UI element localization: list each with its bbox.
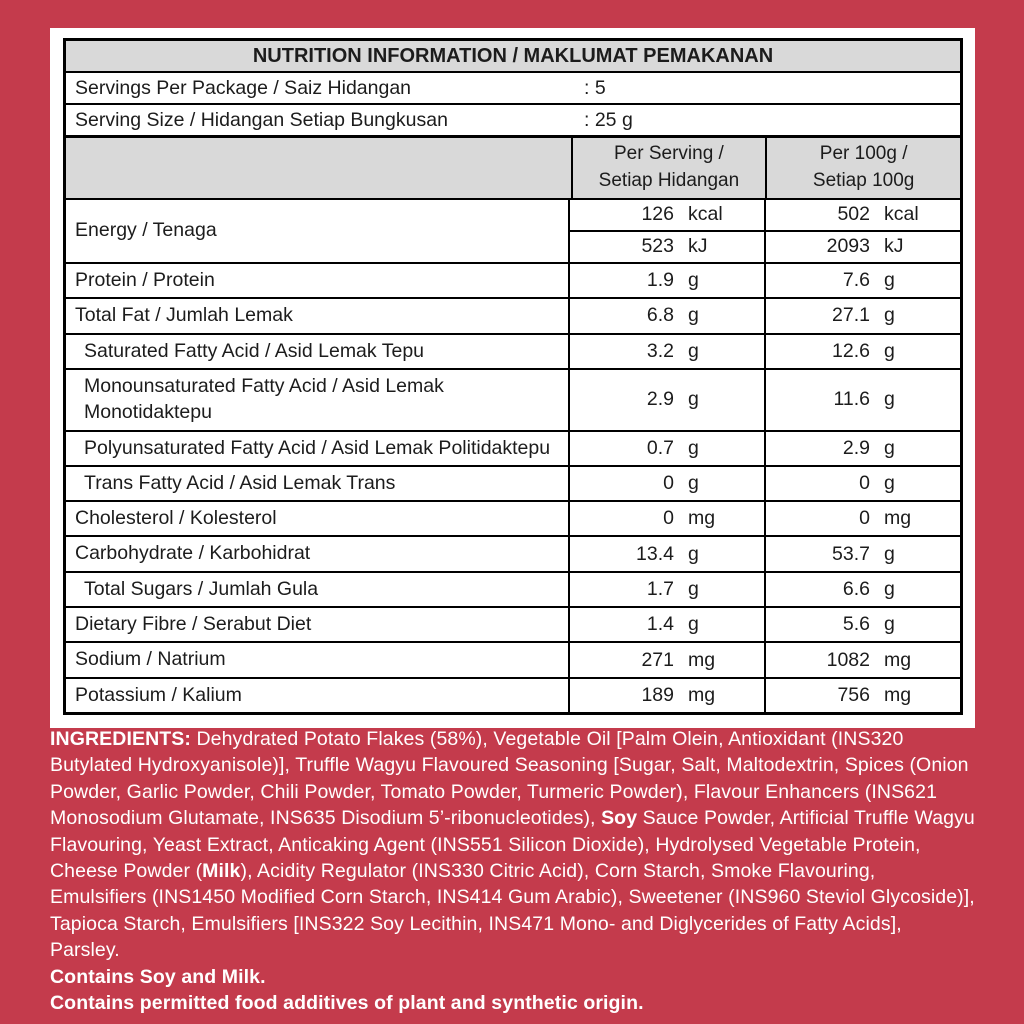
value-number: 2.9 <box>646 388 674 411</box>
nutrient-row <box>66 535 960 570</box>
nutrient-label: Total Sugars / Jumlah Gula <box>84 577 319 600</box>
value-number: 27.1 <box>832 304 870 327</box>
per-100g-header-line1: Per 100g / <box>819 143 908 164</box>
ingredients-bold-segment: INGREDIENTS: <box>50 728 191 750</box>
value-unit: g <box>884 388 895 411</box>
value-line <box>568 537 960 570</box>
value-number: 0 <box>663 471 674 494</box>
per-serving-value <box>568 299 764 332</box>
value-number: 12.6 <box>832 339 870 362</box>
serving-size-value: : 25 g <box>584 108 633 131</box>
nutrient-label: Energy / Tenaga <box>75 219 217 242</box>
per-100g-value <box>764 573 960 606</box>
nutrient-label: Carbohydrate / Karbohidrat <box>75 542 311 565</box>
value-line <box>568 679 960 712</box>
per-100g-value <box>764 537 960 570</box>
value-number: 0 <box>859 507 870 530</box>
per-100g-value <box>764 432 960 465</box>
value-number: 502 <box>837 203 870 226</box>
per-100g-value <box>764 502 960 535</box>
nutrient-row <box>66 641 960 676</box>
nutrient-label: Saturated Fatty Acid / Asid Lemak Tepu <box>84 339 425 362</box>
per-serving-value <box>568 643 764 676</box>
per-serving-value <box>568 264 764 297</box>
serving-size-label: Serving Size / Hidangan Setiap Bungkusan <box>75 108 448 131</box>
value-unit: kcal <box>884 203 919 226</box>
value-line <box>568 502 960 535</box>
value-line <box>568 200 960 230</box>
value-number: 5.6 <box>842 613 870 636</box>
value-number: 53.7 <box>832 542 870 565</box>
ingredients-segment: ), Acidity Regulator (INS330 Citric Acid), Corn Starch, Smoke Flavouring, Emulsifiers (INS1450 Modified Corn Starch, INS414 Gum Arabic), Sweetener (INS960 Steviol Glycoside)], Tapioca Starch, Emulsifiers [INS322 Soy Lecithin, INS471 Mono- and Diglycerides of Fatty Acids], Parsley. <box>50 860 975 962</box>
nutrient-values <box>568 573 960 606</box>
ingredients-segment: Dehydrated Potato Flakes (58%), Vegetable Oil [Palm Olein, Antioxidant (INS320 Butylated Hydroxyanisole)], Truffle Wagyu Flavoured Seasoning [Sugar, Salt, Maltodextrin, Spices (Onion Powder, Garlic Powder, Chili Powder, Tomato Powder, Turmeric Powder), Flavour Enhancers (INS621 Monosodium Glutamate, INS635 Disodium 5’-ribonucleotides), <box>50 728 969 830</box>
value-line <box>568 264 960 297</box>
nutrient-row <box>66 500 960 535</box>
value-unit: g <box>688 471 699 494</box>
value-number: 0.7 <box>646 436 674 459</box>
value-number: 271 <box>641 648 674 671</box>
value-unit: mg <box>884 507 912 530</box>
value-unit: mg <box>688 648 716 671</box>
per-100g-value <box>764 643 960 676</box>
per-100g-value <box>764 264 960 297</box>
value-number: 1.7 <box>646 577 674 600</box>
nutrient-row <box>66 677 960 712</box>
nutrient-values <box>568 643 960 676</box>
value-unit: g <box>688 388 699 411</box>
value-number: 523 <box>641 235 674 258</box>
per-serving-value <box>568 370 764 430</box>
value-unit: g <box>688 613 699 636</box>
value-line <box>568 299 960 332</box>
per-100g-value <box>764 232 960 262</box>
nutrient-values <box>568 608 960 641</box>
value-unit: g <box>884 542 895 565</box>
nutrient-label: Polyunsaturated Fatty Acid / Asid Lemak Politidaktepu <box>84 436 551 459</box>
serving-size-row <box>66 103 960 135</box>
value-unit: mg <box>688 683 716 706</box>
per-serving-value <box>568 679 764 712</box>
value-number: 1082 <box>826 648 870 671</box>
nutrient-row <box>66 430 960 465</box>
nutrient-label: Protein / Protein <box>75 268 215 291</box>
value-line <box>568 432 960 465</box>
value-unit: g <box>884 613 895 636</box>
value-unit: mg <box>884 648 912 671</box>
nutrient-label: Potassium / Kalium <box>75 683 242 706</box>
value-line <box>568 467 960 500</box>
per-serving-header-line1: Per Serving / <box>614 143 724 164</box>
value-number: 2.9 <box>842 436 870 459</box>
value-number: 13.4 <box>636 542 674 565</box>
nutrient-values <box>568 335 960 368</box>
per-serving-value <box>568 537 764 570</box>
nutrient-values <box>568 432 960 465</box>
ingredients-bold-segment: Milk <box>202 860 241 883</box>
value-unit: g <box>688 339 699 362</box>
value-line <box>568 335 960 368</box>
value-line <box>568 643 960 676</box>
value-unit: g <box>884 577 895 600</box>
per-serving-value <box>568 573 764 606</box>
value-unit: mg <box>688 507 716 530</box>
nutrient-label: Cholesterol / Kolesterol <box>75 507 277 530</box>
nutrient-values <box>568 679 960 712</box>
per-serving-column-header <box>571 138 766 198</box>
value-number: 1.9 <box>646 269 674 292</box>
per-serving-value <box>568 432 764 465</box>
nutrient-values <box>568 200 960 262</box>
value-line <box>568 573 960 606</box>
per-100g-value <box>764 370 960 430</box>
per-100g-value <box>764 335 960 368</box>
value-number: 1.4 <box>646 613 674 636</box>
per-100g-value <box>764 467 960 500</box>
servings-per-package-value: : 5 <box>584 76 606 99</box>
ingredients-segment: Sauce Powder, Artificial Truffle Wagyu Flavouring, Yeast Extract, Anticaking Agent (INS551 Silicon Dioxide), Hydrolysed Vegetable Protein, Cheese Powder ( <box>50 807 975 883</box>
value-number: 126 <box>641 203 674 226</box>
value-number: 11.6 <box>833 388 870 411</box>
value-number: 7.6 <box>842 269 870 292</box>
per-100g-value <box>764 608 960 641</box>
nutrient-row <box>66 606 960 641</box>
value-unit: g <box>688 269 699 292</box>
value-number: 6.8 <box>646 304 674 327</box>
nutrition-panel <box>50 28 975 728</box>
value-unit: kJ <box>688 235 708 258</box>
value-number: 0 <box>859 471 870 494</box>
value-number: 0 <box>663 507 674 530</box>
per-100g-value <box>764 679 960 712</box>
value-unit: g <box>884 304 895 327</box>
value-unit: g <box>884 339 895 362</box>
value-number: 756 <box>837 683 870 706</box>
value-number: 6.6 <box>842 577 870 600</box>
value-line <box>568 370 960 430</box>
nutrient-values <box>568 299 960 332</box>
value-unit: g <box>884 269 895 292</box>
value-unit: mg <box>884 683 912 706</box>
nutrient-row <box>66 262 960 297</box>
value-unit: g <box>688 577 699 600</box>
nutrient-label: Trans Fatty Acid / Asid Lemak Trans <box>84 471 396 494</box>
per-serving-value <box>568 467 764 500</box>
value-unit: g <box>688 436 699 459</box>
nutrient-label: Monounsaturated Fatty Acid / Asid Lemak Monotidaktepu <box>84 374 444 424</box>
additives-statement: Contains permitted food additives of plant and synthetic origin. <box>50 992 644 1015</box>
per-serving-value <box>568 200 764 230</box>
allergen-statement: Contains Soy and Milk. <box>50 965 266 988</box>
per-serving-value <box>568 232 764 262</box>
value-unit: kcal <box>688 203 723 226</box>
nutrient-row <box>66 333 960 368</box>
value-unit: g <box>884 436 895 459</box>
value-unit: g <box>688 304 699 327</box>
column-header-spacer <box>66 138 571 198</box>
nutrient-row <box>66 297 960 332</box>
nutrient-row <box>66 465 960 500</box>
per-100g-value <box>764 200 960 230</box>
nutrient-values <box>568 467 960 500</box>
nutrient-label: Sodium / Natrium <box>75 648 226 671</box>
column-header-row <box>66 135 960 198</box>
table-title: NUTRITION INFORMATION / MAKLUMAT PEMAKANAN <box>66 41 960 71</box>
value-unit: kJ <box>884 235 904 258</box>
value-unit: g <box>884 471 895 494</box>
per-serving-value <box>568 608 764 641</box>
nutrient-rows <box>66 198 960 712</box>
nutrient-label: Total Fat / Jumlah Lemak <box>75 304 293 327</box>
per-serving-header-line2: Setiap Hidangan <box>598 169 740 191</box>
servings-per-package-row <box>66 71 960 103</box>
per-serving-value <box>568 502 764 535</box>
value-unit: g <box>688 542 699 565</box>
nutrient-values <box>568 502 960 535</box>
nutrient-row <box>66 198 960 262</box>
nutrient-values <box>568 537 960 570</box>
nutrient-values <box>568 370 960 430</box>
per-100g-column-header <box>765 138 960 198</box>
servings-per-package-label: Servings Per Package / Saiz Hidangan <box>75 76 412 99</box>
nutrition-table <box>63 38 963 715</box>
per-100g-value <box>764 299 960 332</box>
value-number: 189 <box>641 683 674 706</box>
nutrient-label: Dietary Fibre / Serabut Diet <box>75 613 312 636</box>
ingredients-paragraph <box>50 726 976 964</box>
value-line <box>568 608 960 641</box>
nutrient-row <box>66 368 960 430</box>
per-serving-value <box>568 335 764 368</box>
nutrient-values <box>568 264 960 297</box>
value-number: 2093 <box>826 235 870 258</box>
value-number: 3.2 <box>646 339 674 362</box>
ingredients-block <box>50 726 976 1016</box>
nutrient-row <box>66 571 960 606</box>
value-line <box>568 230 960 262</box>
per-100g-header-line2: Setiap 100g <box>812 169 915 191</box>
ingredients-bold-segment: Soy <box>601 807 638 830</box>
